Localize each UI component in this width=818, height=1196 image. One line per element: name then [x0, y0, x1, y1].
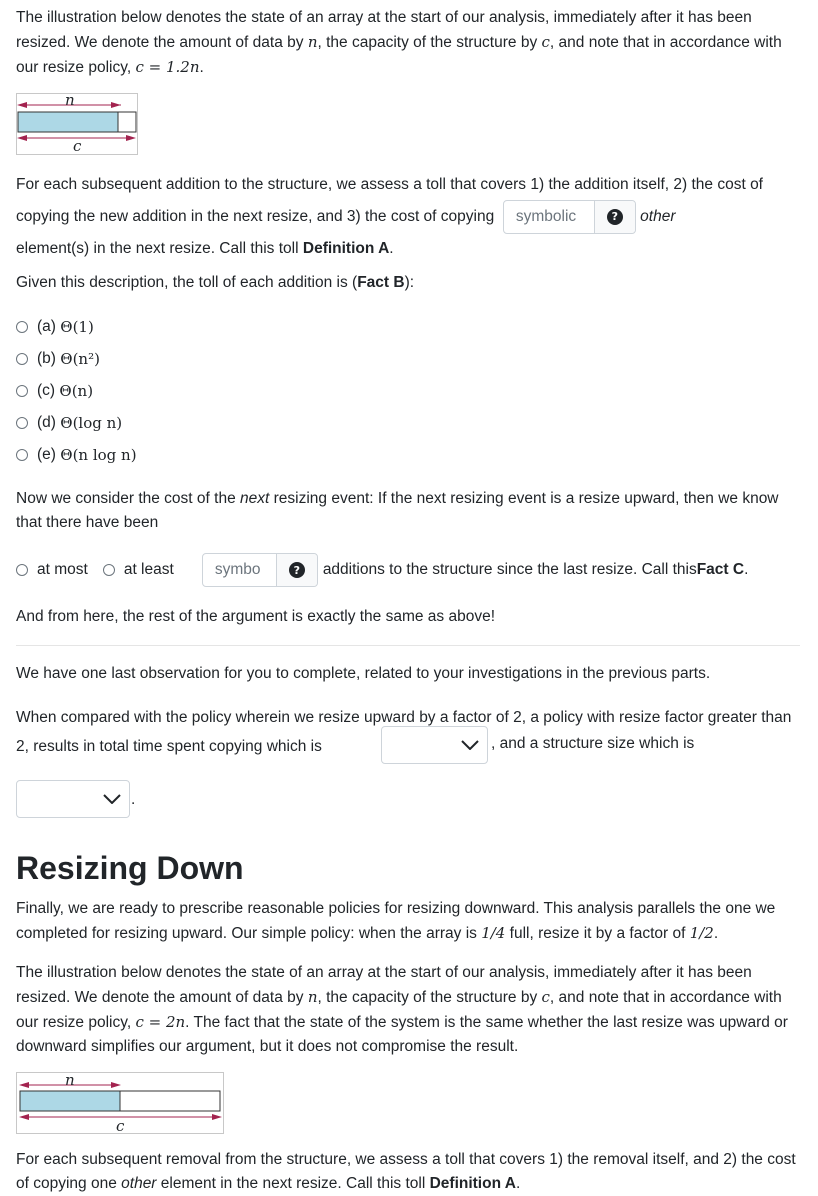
option-expr: Θ(n log n): [60, 446, 137, 464]
empty-cells: [120, 1091, 220, 1111]
var-n: n: [307, 33, 318, 51]
fact-b-option-b[interactable]: [16, 347, 100, 371]
option-letter: (c): [37, 382, 56, 399]
fact-b-prompt: Given this description, the toll of each addition is (Fact B):: [16, 274, 415, 291]
down-policy-equation: c = 2n: [135, 1013, 186, 1031]
fact-c-help-button[interactable]: [276, 554, 317, 586]
removal-toll-paragraph: For each subsequent removal from the structure, we assess a toll that covers 1) the removal itself, and 2) the cost of copying one other element in the next resize. Call this toll Definition A.: [16, 1151, 796, 1192]
c-arrow-right-head: [126, 135, 136, 141]
filled-cells: [20, 1091, 120, 1111]
var-c: c: [541, 33, 550, 51]
figure-label-c: c: [116, 1117, 125, 1133]
last-observation-intro: We have one last observation for you to complete, related to your investigations in the previous parts.: [16, 665, 711, 682]
toll-input-field[interactable]: [504, 201, 596, 233]
empty-cells: [118, 112, 136, 132]
option-letter: (d): [37, 414, 56, 431]
radio-button[interactable]: [16, 417, 28, 429]
last-observation-question: When compared with the policy wherein we resize upward by a factor of 2, a policy with resize factor greater than 2, results in total time spent copying which is: [16, 709, 792, 755]
section-divider: [16, 645, 800, 646]
chevron-down-icon: [461, 740, 479, 750]
last-observation-text-b: , and a structure size which is: [491, 735, 695, 752]
array-figure-downward: [16, 1072, 224, 1134]
c-arrow-left-head: [19, 1114, 29, 1120]
option-expr: Θ(log n): [60, 414, 123, 432]
n-arrow-right-head: [111, 1082, 121, 1088]
radio-button[interactable]: [16, 385, 28, 397]
at-least-label: at least: [123, 561, 174, 578]
question-icon: ?: [607, 209, 623, 225]
toll-help-button[interactable]: [594, 201, 635, 233]
at-most-label: at most: [37, 561, 88, 578]
option-letter: (a): [37, 318, 56, 335]
radio-button[interactable]: [16, 449, 28, 461]
intro-paragraph: The illustration below denotes the state of an array at the start of our analysis, immediately after it has been resized. We denote the amount of data by n, the capacity of the structure by c, and note that in accordance with our resize policy, c = 1.2n.: [16, 9, 782, 76]
option-expr: Θ(n²): [60, 350, 100, 368]
fact-b-option-d[interactable]: [16, 411, 122, 435]
resizing-down-heading: Resizing Down: [16, 850, 244, 886]
n-arrow-left-head: [19, 1082, 29, 1088]
question-icon: ?: [289, 562, 305, 578]
n-arrow-left-head: [17, 102, 27, 108]
array-figure-upward: [16, 93, 138, 155]
n-arrow-right-head: [111, 102, 121, 108]
figure-label-c: c: [73, 137, 82, 154]
c-arrow-right-head: [212, 1114, 222, 1120]
last-observation-end: .: [131, 791, 136, 808]
radio-button[interactable]: [16, 353, 28, 365]
c-arrow-left-head: [17, 135, 27, 141]
structure-size-select[interactable]: [16, 780, 130, 818]
chevron-down-icon: [103, 794, 121, 804]
fact-b-option-a[interactable]: [16, 315, 94, 339]
fact-b-option-c[interactable]: [16, 379, 93, 403]
fact-c-line: at most at least symbo ? additions to the structure since the last resize. Call this Fact C .: [16, 552, 806, 588]
at-least-radio[interactable]: [103, 564, 115, 576]
copying-time-select[interactable]: [381, 726, 488, 764]
option-letter: (e): [37, 446, 56, 463]
next-resize-paragraph: Now we consider the cost of the next resizing event: If the next resizing event is a resize upward, then we know that there have been: [16, 490, 779, 531]
figure-label-n: n: [65, 94, 75, 109]
option-expr: Θ(1): [60, 318, 94, 336]
toll-paragraph: For each subsequent addition to the structure, we assess a toll that covers 1) the addition itself, 2) the cost of copying the new addition in the next resize, and 3) the cost of copying symbolic ? other element(s) in the next resize. Call this toll Definition A.: [16, 170, 800, 264]
policy-equation: c = 1.2n: [135, 58, 200, 76]
resizing-down-intro: Finally, we are ready to prescribe reasonable policies for resizing downward. This analysis parallels the one we completed for resizing upward. Our simple policy: when the array is 1/4 full, resize it by a factor of 1/2.: [16, 900, 776, 942]
fact-b-option-e[interactable]: [16, 443, 137, 467]
at-most-radio[interactable]: [16, 564, 28, 576]
filled-cells: [18, 112, 118, 132]
resizing-down-state-paragraph: The illustration below denotes the state of an array at the start of our analysis, immediately after it has been resized. We denote the amount of data by n, the capacity of the structure by c, and note that in accordance with our resize policy, c = 2n. The fact that the state of the system is the same whether the last resize was upward or downward simplifies our argument, but it does not compromise the result.: [16, 964, 788, 1055]
option-letter: (b): [37, 350, 56, 367]
radio-button[interactable]: [16, 321, 28, 333]
fact-c-input-field[interactable]: [203, 554, 278, 586]
same-argument-note: And from here, the rest of the argument is exactly the same as above!: [16, 608, 496, 625]
option-expr: Θ(n): [59, 382, 94, 400]
figure-label-n: n: [65, 1073, 75, 1089]
toll-symbolic-input[interactable]: [503, 200, 636, 234]
definition-a-label: Definition A: [302, 240, 390, 257]
fact-c-symbolic-input[interactable]: [202, 553, 318, 587]
